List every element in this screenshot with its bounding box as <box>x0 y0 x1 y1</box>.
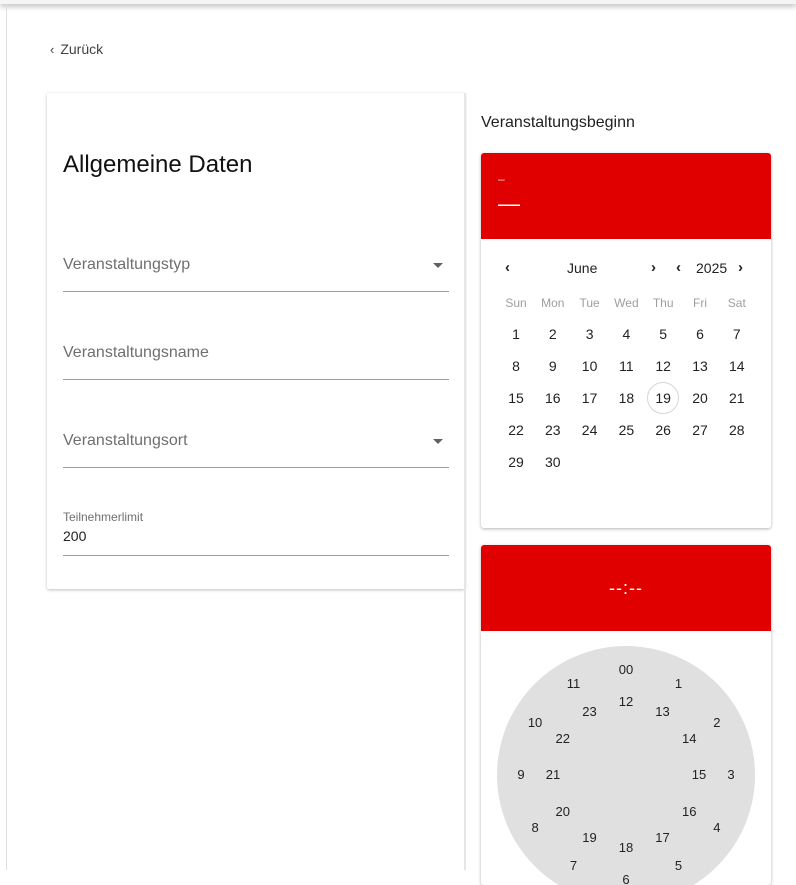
event-location-select[interactable] <box>63 415 449 468</box>
calendar-day[interactable]: 2 <box>548 326 557 342</box>
left-border <box>6 4 7 870</box>
weekday-header: Mon <box>541 296 565 310</box>
date-picker-header <box>481 153 771 239</box>
date-picker <box>481 153 771 528</box>
next-year-button[interactable]: › <box>738 259 743 276</box>
next-month-button[interactable]: › <box>651 259 656 276</box>
participant-limit-value: 200 <box>63 528 87 544</box>
card-title: Allgemeine Daten <box>63 151 253 178</box>
calendar-day[interactable]: 8 <box>512 358 520 374</box>
calendar-day[interactable]: 10 <box>581 358 598 374</box>
header-year[interactable]: – <box>498 172 505 186</box>
clock-hour[interactable]: 22 <box>555 730 570 746</box>
calendar-day[interactable]: 3 <box>585 326 594 342</box>
calendar-day[interactable]: 12 <box>655 358 671 374</box>
clock-hour[interactable]: 10 <box>527 714 543 730</box>
calendar-day[interactable]: 4 <box>622 326 631 342</box>
event-name-placeholder: Veranstaltungsname <box>63 344 209 361</box>
calendar-day-today[interactable]: 19 <box>647 382 679 414</box>
clock-hour[interactable]: 6 <box>622 872 630 885</box>
calendar-day[interactable]: 29 <box>508 454 524 470</box>
calendar-day[interactable]: 27 <box>692 422 708 438</box>
clock-hour[interactable]: 4 <box>713 819 721 835</box>
calendar-day[interactable]: 13 <box>692 358 708 374</box>
clock-hour[interactable]: 3 <box>727 767 735 782</box>
calendar-day[interactable]: 28 <box>729 422 745 438</box>
calendar-day[interactable]: 6 <box>696 326 704 342</box>
event-type-select[interactable] <box>63 239 449 292</box>
general-data-card <box>47 93 465 589</box>
calendar-day[interactable]: 5 <box>659 326 668 342</box>
clock-hour[interactable]: 7 <box>569 857 578 873</box>
calendar-day[interactable]: 25 <box>618 422 635 438</box>
clock-hour[interactable]: 13 <box>655 703 670 719</box>
clock-hour[interactable]: 14 <box>681 730 697 746</box>
back-link-label: Zurück <box>60 41 104 57</box>
weekday-header: Wed <box>614 296 639 310</box>
calendar-day[interactable]: 1 <box>512 326 520 342</box>
clock-hour[interactable]: 20 <box>555 803 570 819</box>
clock-hour[interactable]: 17 <box>655 830 670 846</box>
calendar-day[interactable]: 22 <box>508 422 524 438</box>
weekday-header: Tue <box>579 296 600 310</box>
prev-month-button[interactable]: ‹ <box>505 259 510 276</box>
calendar-day[interactable]: 21 <box>729 390 745 406</box>
calendar-day[interactable]: 23 <box>545 422 561 438</box>
calendar-day[interactable]: 26 <box>655 422 671 438</box>
dropdown-arrow-icon <box>433 263 443 268</box>
clock-hour[interactable]: 2 <box>713 714 721 730</box>
clock-hour[interactable]: 00 <box>618 662 634 677</box>
clock-hour[interactable]: 5 <box>674 857 683 873</box>
chevron-left-icon: ‹ <box>50 41 55 57</box>
clock-hour[interactable]: 16 <box>681 803 697 819</box>
header-date[interactable]: — <box>498 191 520 216</box>
calendar-day[interactable]: 15 <box>508 390 524 406</box>
clock-hour[interactable]: 15 <box>691 767 707 782</box>
weekday-header: Thu <box>652 296 674 310</box>
calendar-day[interactable]: 16 <box>545 390 561 406</box>
clock-hour[interactable]: 9 <box>517 767 525 782</box>
calendar-day[interactable]: 20 <box>692 390 708 406</box>
year-label[interactable]: 2025 <box>696 260 728 276</box>
month-label[interactable]: June <box>567 260 598 276</box>
clock-hour[interactable]: 23 <box>582 703 597 719</box>
participant-limit-input[interactable] <box>63 510 449 556</box>
clock-face[interactable] <box>497 646 755 885</box>
dropdown-arrow-icon <box>433 439 443 444</box>
calendar-day[interactable]: 9 <box>548 358 557 374</box>
calendar-day[interactable]: 7 <box>732 326 741 342</box>
calendar-day[interactable]: 30 <box>545 454 561 470</box>
time-picker-header <box>481 545 771 631</box>
prev-year-button[interactable]: ‹ <box>676 259 681 276</box>
calendar-day[interactable]: 14 <box>729 358 745 374</box>
clock-hour[interactable]: 8 <box>531 819 539 835</box>
calendar-day[interactable]: 24 <box>581 422 598 438</box>
weekday-header: Fri <box>693 296 707 310</box>
event-start-label: Veranstaltungsbeginn <box>481 114 635 131</box>
clock-hour[interactable]: 18 <box>618 840 634 855</box>
top-app-bar-shadow <box>0 0 796 4</box>
clock-hour[interactable]: 19 <box>582 830 597 846</box>
clock-hour[interactable]: 1 <box>674 676 683 692</box>
calendar-day[interactable]: 11 <box>619 358 634 374</box>
weekday-header: Sun <box>505 296 527 310</box>
clock-hour[interactable]: 12 <box>618 694 634 709</box>
back-link[interactable] <box>50 41 103 57</box>
header-time[interactable]: --:-- <box>609 578 643 598</box>
time-picker <box>481 545 771 885</box>
weekday-header: Sat <box>727 296 746 310</box>
participant-limit-label: Teilnehmerlimit <box>63 510 144 524</box>
event-location-placeholder: Veranstaltungsort <box>63 432 188 449</box>
column-divider <box>464 93 466 870</box>
calendar-day[interactable]: 18 <box>618 390 635 406</box>
clock-hour[interactable]: 21 <box>545 767 561 782</box>
calendar-day[interactable]: 17 <box>581 390 598 406</box>
clock-hour[interactable]: 11 <box>566 676 581 692</box>
event-name-input[interactable] <box>63 327 449 380</box>
event-type-placeholder: Veranstaltungstyp <box>63 256 191 273</box>
